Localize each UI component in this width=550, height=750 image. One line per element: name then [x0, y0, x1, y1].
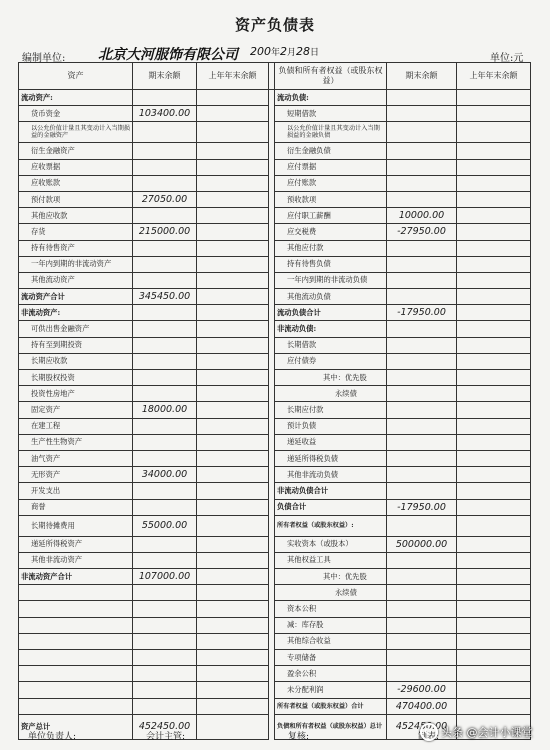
asset-label: 存货	[19, 224, 133, 240]
asset-prior-year-balance	[197, 536, 269, 552]
asset-label	[19, 601, 133, 617]
liability-equity-prior-year-balance	[457, 536, 531, 552]
liability-equity-ending-balance	[387, 321, 457, 337]
liability-equity-label: 预收款项	[275, 191, 387, 207]
asset-prior-year-balance	[197, 256, 269, 272]
liability-equity-label: 应付票据	[275, 159, 387, 175]
unit-value: 北京大河服饰有限公司	[98, 47, 238, 63]
asset-prior-year-balance	[197, 402, 269, 418]
liability-equity-label: 所有者权益（或股东权益）合计	[275, 698, 387, 714]
liability-equity-label: 持有待售负债	[275, 256, 387, 272]
asset-prior-year-balance	[197, 353, 269, 369]
liability-equity-ending-balance	[387, 650, 457, 666]
liability-equity-prior-year-balance	[457, 224, 531, 240]
footer-reviewer: 复核:	[288, 732, 310, 742]
liability-equity-label: 所有者权益（或股东权益）:	[275, 515, 387, 536]
liability-equity-ending-balance	[387, 402, 457, 418]
asset-label: 应收票据	[19, 159, 133, 175]
table-row	[19, 289, 531, 305]
asset-label: 固定资产	[19, 402, 133, 418]
asset-ending-balance	[133, 321, 197, 337]
liability-equity-label: 长期应付款	[275, 402, 387, 418]
asset-prior-year-balance	[197, 467, 269, 483]
asset-label	[19, 585, 133, 601]
table-row	[19, 272, 531, 288]
asset-label: 开发支出	[19, 483, 133, 499]
liability-equity-ending-balance	[387, 90, 457, 106]
watermark-text: 头条 @会计小课堂	[441, 726, 533, 739]
asset-prior-year-balance	[197, 106, 269, 122]
liability-equity-prior-year-balance	[457, 256, 531, 272]
liability-equity-prior-year-balance	[457, 698, 531, 714]
asset-ending-balance	[133, 208, 197, 224]
asset-ending-balance	[133, 601, 197, 617]
liability-equity-label: 其他流动负债	[275, 289, 387, 305]
asset-label: 其他非流动资产	[19, 552, 133, 568]
asset-prior-year-balance	[197, 633, 269, 649]
asset-label: 流动资产合计	[19, 289, 133, 305]
asset-prior-year-balance	[197, 337, 269, 353]
table-row	[19, 191, 531, 207]
asset-ending-balance	[133, 175, 197, 191]
liability-equity-label: 递延收益	[275, 434, 387, 450]
liability-equity-label: 实收资本（或股本）	[275, 536, 387, 552]
asset-ending-balance: 34000.00	[133, 467, 197, 483]
liability-equity-label: 短期借款	[275, 106, 387, 122]
table-row	[19, 650, 531, 666]
table-row	[19, 370, 531, 386]
liability-equity-ending-balance	[387, 418, 457, 434]
liability-equity-label: 流动负债合计	[275, 305, 387, 321]
asset-ending-balance	[133, 418, 197, 434]
liability-equity-ending-balance	[387, 240, 457, 256]
liability-equity-label: 其他应付款	[275, 240, 387, 256]
liability-equity-prior-year-balance	[457, 601, 531, 617]
liability-equity-ending-balance	[387, 272, 457, 288]
asset-ending-balance	[133, 143, 197, 159]
liability-equity-ending-balance	[387, 159, 457, 175]
liability-equity-prior-year-balance	[457, 617, 531, 633]
asset-label	[19, 633, 133, 649]
table-row	[19, 353, 531, 369]
liability-equity-prior-year-balance	[457, 450, 531, 466]
liability-equity-prior-year-balance	[457, 90, 531, 106]
liability-equity-label: 其中：优先股	[275, 569, 387, 585]
liability-equity-ending-balance	[387, 450, 457, 466]
asset-prior-year-balance	[197, 483, 269, 499]
asset-label: 其他流动资产	[19, 272, 133, 288]
liability-equity-ending-balance	[387, 585, 457, 601]
liability-equity-label: 其他综合收益	[275, 633, 387, 649]
balance-sheet-table	[18, 62, 531, 740]
asset-prior-year-balance	[197, 224, 269, 240]
asset-ending-balance	[133, 552, 197, 568]
liability-equity-ending-balance	[387, 191, 457, 207]
liability-equity-ending-balance	[387, 666, 457, 682]
liability-equity-ending-balance	[387, 370, 457, 386]
liability-equity-ending-balance	[387, 256, 457, 272]
table-header-row	[19, 63, 531, 90]
asset-label: 无形资产	[19, 467, 133, 483]
date-day-unit: 日	[310, 48, 320, 58]
liability-equity-label: 其他权益工具	[275, 552, 387, 568]
asset-label: 以公允价值计量且其变动计入当期损益的金融资产	[19, 122, 133, 143]
watermark	[420, 719, 548, 745]
liability-equity-prior-year-balance	[457, 418, 531, 434]
liability-equity-label: 应付账款	[275, 175, 387, 191]
table-row	[19, 633, 531, 649]
liability-equity-prior-year-balance	[457, 321, 531, 337]
liability-equity-label: 资本公积	[275, 601, 387, 617]
liability-equity-ending-balance	[387, 122, 457, 143]
liability-equity-label: 应交税费	[275, 224, 387, 240]
liability-equity-prior-year-balance	[457, 682, 531, 698]
table-row	[19, 450, 531, 466]
asset-ending-balance	[133, 337, 197, 353]
liability-equity-ending-balance	[387, 434, 457, 450]
asset-ending-balance	[133, 483, 197, 499]
liability-equity-prior-year-balance	[457, 159, 531, 175]
liability-equity-label: 负债合计	[275, 499, 387, 515]
asset-ending-balance	[133, 536, 197, 552]
col-header-assets: 资产	[19, 63, 133, 90]
unit-label: 编制单位:	[22, 53, 66, 64]
liability-equity-ending-balance: -17950.00	[387, 499, 457, 515]
table-row	[19, 617, 531, 633]
footer-principal: 单位负责人:	[28, 732, 77, 742]
liability-equity-prior-year-balance	[457, 666, 531, 682]
col-header-liabilities-equity: 负债和所有者权益（或股东权益）	[275, 63, 387, 90]
footer-accounting-supervisor: 会计主管:	[146, 732, 186, 742]
asset-ending-balance	[133, 256, 197, 272]
asset-ending-balance	[133, 585, 197, 601]
liability-equity-label: 应付职工薪酬	[275, 208, 387, 224]
asset-prior-year-balance	[197, 272, 269, 288]
table-row	[19, 666, 531, 682]
asset-ending-balance: 103400.00	[133, 106, 197, 122]
asset-label: 生产性生物资产	[19, 434, 133, 450]
liability-equity-ending-balance	[387, 569, 457, 585]
table-row	[19, 224, 531, 240]
asset-label	[19, 650, 133, 666]
asset-label	[19, 666, 133, 682]
liability-equity-ending-balance	[387, 106, 457, 122]
asset-prior-year-balance	[197, 370, 269, 386]
table-row	[19, 515, 531, 536]
asset-prior-year-balance	[197, 90, 269, 106]
liability-equity-label: 永续债	[275, 386, 387, 402]
table-row	[19, 601, 531, 617]
table-row	[19, 159, 531, 175]
asset-ending-balance: 107000.00	[133, 569, 197, 585]
asset-label: 长期应收款	[19, 353, 133, 369]
table-row	[19, 321, 531, 337]
liability-equity-ending-balance	[387, 289, 457, 305]
liability-equity-label: 未分配利润	[275, 682, 387, 698]
liability-equity-prior-year-balance	[457, 370, 531, 386]
date-month: 2	[280, 45, 288, 58]
asset-label: 可供出售金融资产	[19, 321, 133, 337]
liability-equity-label: 盈余公积	[275, 666, 387, 682]
liability-equity-prior-year-balance	[457, 467, 531, 483]
liability-equity-label: 以公允价值计量且其变动计入当期损益的金融负债	[275, 122, 387, 143]
asset-ending-balance	[133, 90, 197, 106]
liability-equity-ending-balance	[387, 143, 457, 159]
liability-equity-prior-year-balance	[457, 499, 531, 515]
liability-equity-label: 衍生金融负债	[275, 143, 387, 159]
asset-label: 衍生金融资产	[19, 143, 133, 159]
asset-ending-balance	[133, 240, 197, 256]
liability-equity-prior-year-balance	[457, 272, 531, 288]
date-year-unit: 年	[271, 48, 281, 58]
asset-label: 持有待售资产	[19, 240, 133, 256]
liability-equity-prior-year-balance	[457, 633, 531, 649]
table-row	[19, 569, 531, 585]
liability-equity-label: 其他非流动负债	[275, 467, 387, 483]
asset-ending-balance	[133, 499, 197, 515]
asset-label	[19, 682, 133, 698]
liability-equity-prior-year-balance	[457, 122, 531, 143]
table-row	[19, 208, 531, 224]
asset-label: 在建工程	[19, 418, 133, 434]
asset-ending-balance	[133, 633, 197, 649]
asset-prior-year-balance	[197, 305, 269, 321]
col-header-prior-year-balance: 上年年末余额	[197, 63, 269, 90]
asset-ending-balance	[133, 159, 197, 175]
asset-prior-year-balance	[197, 450, 269, 466]
asset-prior-year-balance	[197, 601, 269, 617]
liability-equity-prior-year-balance	[457, 143, 531, 159]
asset-ending-balance	[133, 122, 197, 143]
liability-equity-prior-year-balance	[457, 585, 531, 601]
liability-equity-prior-year-balance	[457, 240, 531, 256]
table-row	[19, 698, 531, 714]
asset-label: 流动资产:	[19, 90, 133, 106]
table-row	[19, 386, 531, 402]
liability-equity-prior-year-balance	[457, 289, 531, 305]
asset-label: 递延所得税资产	[19, 536, 133, 552]
asset-label: 其他应收款	[19, 208, 133, 224]
asset-ending-balance	[133, 272, 197, 288]
asset-ending-balance: 215000.00	[133, 224, 197, 240]
liability-equity-label: 减：库存股	[275, 617, 387, 633]
asset-label: 非流动资产:	[19, 305, 133, 321]
liability-equity-ending-balance: 452450.00	[387, 714, 457, 739]
liability-equity-label: 其中：优先股	[275, 370, 387, 386]
asset-label: 油气资产	[19, 450, 133, 466]
asset-prior-year-balance	[197, 682, 269, 698]
asset-prior-year-balance	[197, 552, 269, 568]
liability-equity-label: 非流动负债合计	[275, 483, 387, 499]
liability-equity-label: 非流动负债:	[275, 321, 387, 337]
liability-equity-ending-balance: -27950.00	[387, 224, 457, 240]
liability-equity-prior-year-balance	[457, 191, 531, 207]
asset-prior-year-balance	[197, 240, 269, 256]
table-row	[19, 337, 531, 353]
asset-prior-year-balance	[197, 698, 269, 714]
asset-prior-year-balance	[197, 714, 269, 739]
table-row	[19, 90, 531, 106]
asset-prior-year-balance	[197, 666, 269, 682]
asset-prior-year-balance	[197, 617, 269, 633]
asset-prior-year-balance	[197, 175, 269, 191]
liability-equity-prior-year-balance	[457, 515, 531, 536]
liability-equity-prior-year-balance	[457, 552, 531, 568]
asset-ending-balance	[133, 617, 197, 633]
liability-equity-prior-year-balance	[457, 208, 531, 224]
asset-prior-year-balance	[197, 208, 269, 224]
asset-ending-balance	[133, 305, 197, 321]
liability-equity-ending-balance	[387, 175, 457, 191]
currency-unit: 单位:元	[490, 53, 524, 64]
liability-equity-label: 负债和所有者权益（或股东权益）总计	[275, 714, 387, 739]
liability-equity-ending-balance: -17950.00	[387, 305, 457, 321]
asset-ending-balance	[133, 666, 197, 682]
asset-prior-year-balance	[197, 515, 269, 536]
table-row	[19, 467, 531, 483]
asset-ending-balance	[133, 353, 197, 369]
liability-equity-label: 永续债	[275, 585, 387, 601]
asset-ending-balance	[133, 434, 197, 450]
liability-equity-prior-year-balance	[457, 175, 531, 191]
asset-label	[19, 617, 133, 633]
footer-preparer: 制表:	[418, 732, 440, 742]
asset-label: 应收账款	[19, 175, 133, 191]
asset-prior-year-balance	[197, 650, 269, 666]
liability-equity-label: 专项储备	[275, 650, 387, 666]
date-day: 28	[296, 45, 311, 58]
table-row	[19, 305, 531, 321]
asset-ending-balance: 18000.00	[133, 402, 197, 418]
asset-ending-balance	[133, 698, 197, 714]
asset-label: 资产总计	[19, 714, 133, 739]
asset-prior-year-balance	[197, 585, 269, 601]
asset-ending-balance: 345450.00	[133, 289, 197, 305]
col-header-prior-year-balance: 上年年末余额	[457, 63, 531, 90]
table-row	[19, 552, 531, 568]
table-row	[19, 682, 531, 698]
table-row	[19, 418, 531, 434]
asset-prior-year-balance	[197, 569, 269, 585]
asset-label	[19, 698, 133, 714]
date-month-unit: 月	[287, 48, 297, 58]
liability-equity-ending-balance	[387, 601, 457, 617]
table-row	[19, 483, 531, 499]
liability-equity-ending-balance	[387, 353, 457, 369]
asset-ending-balance	[133, 682, 197, 698]
liability-equity-ending-balance	[387, 386, 457, 402]
liability-equity-ending-balance	[387, 337, 457, 353]
asset-ending-balance: 452450.00	[133, 714, 197, 739]
asset-label: 商誉	[19, 499, 133, 515]
asset-prior-year-balance	[197, 122, 269, 143]
asset-ending-balance	[133, 386, 197, 402]
col-header-ending-balance: 期末余额	[133, 63, 197, 90]
asset-prior-year-balance	[197, 386, 269, 402]
asset-label: 投资性房地产	[19, 386, 133, 402]
asset-prior-year-balance	[197, 418, 269, 434]
table-row	[19, 106, 531, 122]
asset-label: 非流动资产合计	[19, 569, 133, 585]
asset-prior-year-balance	[197, 159, 269, 175]
liability-equity-prior-year-balance	[457, 402, 531, 418]
asset-label: 货币资金	[19, 106, 133, 122]
liability-equity-prior-year-balance	[457, 305, 531, 321]
asset-label: 长期股权投资	[19, 370, 133, 386]
asset-prior-year-balance	[197, 434, 269, 450]
liability-equity-ending-balance	[387, 483, 457, 499]
table-row	[19, 256, 531, 272]
liability-equity-label: 一年内到期的非流动负债	[275, 272, 387, 288]
asset-prior-year-balance	[197, 499, 269, 515]
table-row	[19, 240, 531, 256]
table-row	[19, 143, 531, 159]
asset-ending-balance	[133, 450, 197, 466]
table-row	[19, 122, 531, 143]
asset-ending-balance: 55000.00	[133, 515, 197, 536]
date-year: 200	[250, 45, 271, 58]
asset-label: 一年内到期的非流动资产	[19, 256, 133, 272]
liability-equity-prior-year-balance	[457, 353, 531, 369]
liability-equity-label: 应付债券	[275, 353, 387, 369]
liability-equity-label: 流动负债:	[275, 90, 387, 106]
col-header-ending-balance: 期末余额	[387, 63, 457, 90]
liability-equity-prior-year-balance	[457, 483, 531, 499]
liability-equity-ending-balance	[387, 617, 457, 633]
table-row	[19, 402, 531, 418]
asset-label: 预付款项	[19, 191, 133, 207]
asset-label: 长期待摊费用	[19, 515, 133, 536]
asset-prior-year-balance	[197, 321, 269, 337]
liability-equity-ending-balance: 500000.00	[387, 536, 457, 552]
liability-equity-ending-balance	[387, 633, 457, 649]
asset-ending-balance	[133, 650, 197, 666]
liability-equity-label: 长期借款	[275, 337, 387, 353]
liability-equity-prior-year-balance	[457, 106, 531, 122]
camera-icon	[420, 723, 438, 741]
asset-ending-balance: 27050.00	[133, 191, 197, 207]
liability-equity-ending-balance	[387, 552, 457, 568]
asset-ending-balance	[133, 370, 197, 386]
liability-equity-prior-year-balance	[457, 650, 531, 666]
liability-equity-prior-year-balance	[457, 386, 531, 402]
liability-equity-ending-balance: 10000.00	[387, 208, 457, 224]
asset-prior-year-balance	[197, 143, 269, 159]
asset-prior-year-balance	[197, 191, 269, 207]
table-row	[19, 585, 531, 601]
liability-equity-label: 预计负债	[275, 418, 387, 434]
page-title: 资产负债表	[234, 16, 315, 34]
liability-equity-ending-balance	[387, 467, 457, 483]
table-row	[19, 499, 531, 515]
liability-equity-ending-balance: 470400.00	[387, 698, 457, 714]
liability-equity-ending-balance	[387, 515, 457, 536]
liability-equity-prior-year-balance	[457, 434, 531, 450]
liability-equity-prior-year-balance	[457, 569, 531, 585]
table-row	[19, 175, 531, 191]
table-row	[19, 434, 531, 450]
asset-prior-year-balance	[197, 289, 269, 305]
asset-label: 持有至到期投资	[19, 337, 133, 353]
report-date	[250, 45, 319, 58]
table-row	[19, 536, 531, 552]
liability-equity-ending-balance: -29600.00	[387, 682, 457, 698]
liability-equity-label: 递延所得税负债	[275, 450, 387, 466]
liability-equity-prior-year-balance	[457, 337, 531, 353]
